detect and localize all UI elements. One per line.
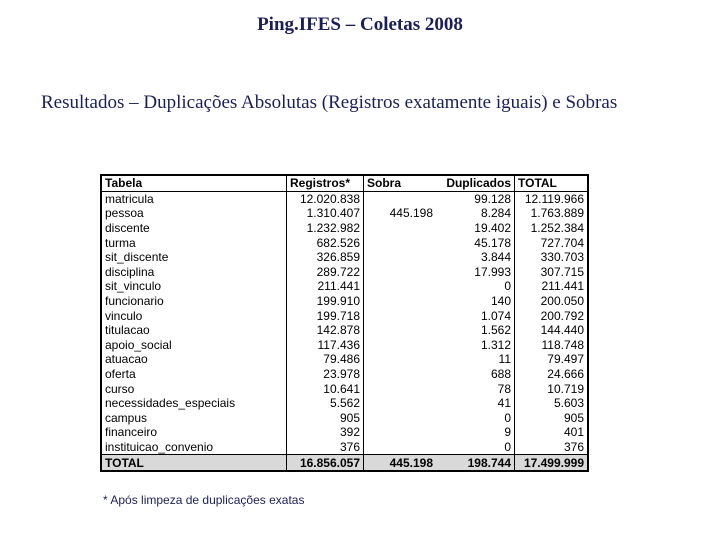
- cell-registros: 326.859: [287, 250, 364, 265]
- table-row: [101, 352, 588, 367]
- table-row: [101, 206, 588, 221]
- cell-registros: 23.978: [287, 367, 364, 382]
- cell-tabela: oferta: [101, 367, 287, 382]
- cell-registros: 199.718: [287, 308, 364, 323]
- table-row: [101, 381, 588, 396]
- cell-tabela: sit_vinculo: [101, 279, 287, 294]
- cell-registros: 1.310.407: [287, 206, 364, 221]
- cell-tabela: necessidades_especiais: [101, 396, 287, 411]
- cell-sobra: [364, 367, 437, 382]
- cell-sobra: [364, 381, 437, 396]
- cell-tabela: sit_discente: [101, 250, 287, 265]
- cell-tabela: discente: [101, 221, 287, 236]
- cell-duplicados: 17.993: [436, 265, 515, 280]
- cell-total: 905: [563, 410, 584, 425]
- header-total: TOTAL: [515, 175, 589, 191]
- cell-duplicados: 688: [436, 367, 515, 382]
- table-row: [101, 191, 588, 206]
- cell-total: 24.666: [547, 367, 584, 382]
- cell-duplicados: 0: [436, 411, 515, 426]
- cell-sobra: [364, 396, 437, 411]
- cell-registros: 905: [287, 411, 364, 426]
- cell-total: 1.252.384: [530, 221, 584, 236]
- cell-duplicados: 1.074: [436, 308, 515, 323]
- cell-duplicados: 78: [436, 381, 515, 396]
- cell-total: 211.441: [541, 279, 584, 294]
- cell-duplicados: 1.562: [436, 323, 515, 338]
- cell-duplicados: 41: [436, 396, 515, 411]
- cell-duplicados: 0: [436, 440, 515, 455]
- cell-total: 5.603: [553, 396, 584, 411]
- cell-sobra: [364, 235, 437, 250]
- cell-tabela: instituicao_convenio: [101, 440, 287, 455]
- cell-sobra: [364, 425, 437, 440]
- cell-sobra: [364, 265, 437, 280]
- cell-registros: 211.441: [287, 279, 364, 294]
- cell-tabela: apoio_social: [101, 338, 287, 353]
- table-row: [101, 265, 588, 280]
- cell-duplicados: 8.284: [436, 206, 515, 221]
- cell-sobra: [364, 279, 437, 294]
- cell-registros: 392: [287, 425, 364, 440]
- cell-registros: 10.641: [287, 381, 364, 396]
- cell-total: 1.763.889: [530, 206, 584, 221]
- cell-registros: 5.562: [287, 396, 364, 411]
- cell-tabela: disciplina: [101, 265, 287, 280]
- table-row: [101, 440, 588, 455]
- table-row: [101, 338, 588, 353]
- cell-registros: 117.436: [287, 338, 364, 353]
- table-row: [101, 294, 588, 309]
- cell-total: 118.748: [541, 337, 584, 352]
- cell-total: 10.719: [547, 381, 584, 396]
- table-body: [101, 191, 588, 455]
- cell-tabela: curso: [101, 381, 287, 396]
- slide-subtitle: Resultados – Duplicações Absolutas (Registros exatamente iguais) e Sobras: [41, 92, 618, 113]
- cell-sobra: [364, 323, 437, 338]
- cell-duplicados: 19.402: [436, 221, 515, 236]
- table-row: [101, 221, 588, 236]
- cell-sobra: [364, 221, 437, 236]
- cell-registros: 199.910: [287, 294, 364, 309]
- cell-total: 12.119.966: [524, 191, 584, 206]
- cell-duplicados: 3.844: [436, 250, 515, 265]
- cell-sobra: [364, 191, 437, 206]
- table-row: [101, 396, 588, 411]
- cell-sobra: [364, 338, 437, 353]
- table-total-row: [101, 455, 588, 471]
- cell-tabela: atuacao: [101, 352, 287, 367]
- cell-sobra: [364, 440, 437, 455]
- table-row: [101, 411, 588, 426]
- total-registros: 16.856.057: [287, 455, 364, 471]
- table-row: [101, 425, 588, 440]
- cell-duplicados: 0: [436, 279, 515, 294]
- cell-total: 144.440: [540, 323, 584, 338]
- cell-total: 401: [563, 425, 584, 440]
- cell-total: 727.704: [540, 235, 584, 250]
- total-duplicados: 198.744: [436, 455, 515, 471]
- cell-sobra: [364, 308, 437, 323]
- cell-registros: 289.722: [287, 265, 364, 280]
- cell-duplicados: 9: [436, 425, 515, 440]
- cell-tabela: titulacao: [101, 323, 287, 338]
- total-sobra: 445.198: [364, 455, 437, 471]
- table-row: [101, 235, 588, 250]
- table-row: [101, 279, 588, 294]
- cell-tabela: campus: [101, 411, 287, 426]
- results-table: [100, 174, 589, 472]
- table-header-row: [101, 175, 588, 191]
- results-table-container: [100, 174, 589, 472]
- cell-tabela: financeiro: [101, 425, 287, 440]
- table-row: [101, 323, 588, 338]
- cell-registros: 12.020.838: [287, 191, 364, 206]
- cell-total: 200.050: [540, 294, 584, 309]
- table-footnote: * Após limpeza de duplicações exatas: [103, 493, 305, 507]
- cell-total: 79.497: [547, 352, 584, 367]
- cell-tabela: matricula: [101, 191, 287, 206]
- cell-registros: 142.878: [287, 323, 364, 338]
- cell-tabela: turma: [101, 235, 287, 250]
- slide-title: Ping.IFES – Coletas 2008: [257, 14, 463, 35]
- header-sobra: Sobra: [364, 175, 437, 191]
- table-row: [101, 308, 588, 323]
- cell-registros: 1.232.982: [287, 221, 364, 236]
- cell-tabela: vinculo: [101, 308, 287, 323]
- cell-registros: 79.486: [287, 352, 364, 367]
- cell-duplicados: 45.178: [436, 235, 515, 250]
- total-label: TOTAL: [101, 455, 287, 471]
- cell-registros: 376: [287, 440, 364, 455]
- cell-sobra: 445.198: [389, 206, 433, 221]
- header-tabela: Tabela: [101, 175, 287, 191]
- cell-tabela: pessoa: [101, 206, 287, 221]
- cell-total: 376: [563, 439, 584, 454]
- cell-total: 307.715: [540, 264, 584, 279]
- cell-sobra: [364, 294, 437, 309]
- header-duplicados: Duplicados: [436, 175, 515, 191]
- header-registros: Registros*: [287, 175, 364, 191]
- cell-sobra: [364, 411, 437, 426]
- cell-duplicados: 140: [436, 294, 515, 309]
- table-row: [101, 250, 588, 265]
- total-total: 17.499.999: [515, 455, 589, 471]
- cell-sobra: [364, 250, 437, 265]
- cell-sobra: [364, 352, 437, 367]
- table-row: [101, 367, 588, 382]
- cell-total: 200.792: [540, 308, 584, 323]
- cell-duplicados: 11: [436, 352, 515, 367]
- cell-duplicados: 1.312: [436, 338, 515, 353]
- cell-registros: 682.526: [287, 235, 364, 250]
- cell-duplicados: 99.128: [436, 191, 515, 206]
- cell-total: 330.703: [540, 250, 584, 265]
- cell-tabela: funcionario: [101, 294, 287, 309]
